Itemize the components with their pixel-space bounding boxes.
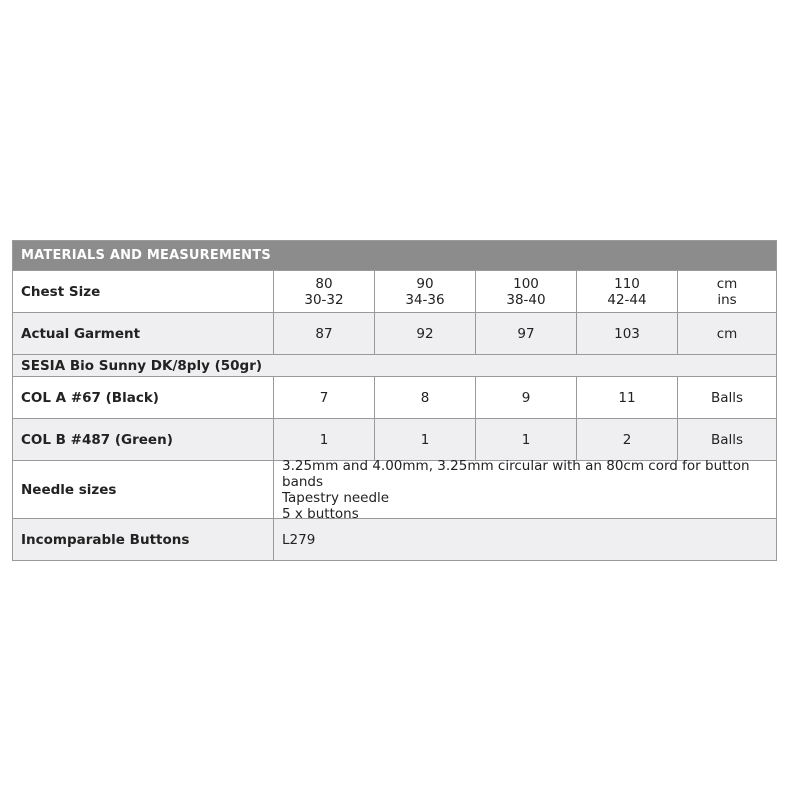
chest-size-ins: 30-32 — [304, 291, 344, 308]
chest-size-cm: 90 — [416, 275, 434, 292]
table-row-col-a — [13, 376, 776, 418]
chest-size-cm: 110 — [614, 275, 640, 292]
unit-cm: cm — [716, 275, 738, 292]
chest-size-cell — [577, 271, 678, 312]
chest-size-cm: 80 — [315, 275, 333, 292]
col-b-value: 1 — [375, 419, 476, 460]
table-row-col-b — [13, 418, 776, 460]
table-row-needle-sizes — [13, 457, 776, 522]
col-a-value: 8 — [375, 377, 476, 418]
chest-size-ins: 34-36 — [405, 291, 445, 308]
row-label-actual-garment: Actual Garment — [13, 313, 274, 354]
needle-sizes-line: 5 x buttons — [282, 505, 359, 522]
col-a-value: 9 — [476, 377, 577, 418]
row-label-needle-sizes: Needle sizes — [13, 461, 274, 518]
table-title: MATERIALS AND MEASUREMENTS — [13, 241, 776, 270]
col-b-value: 1 — [274, 419, 375, 460]
row-label-chest-size: Chest Size — [13, 271, 274, 312]
chest-size-cm: 100 — [513, 275, 539, 292]
chest-size-ins: 38-40 — [506, 291, 546, 308]
table-row-buttons — [13, 518, 776, 560]
needle-sizes-value — [274, 457, 776, 522]
chest-size-ins: 42-44 — [607, 291, 647, 308]
buttons-value: L279 — [282, 531, 316, 548]
unit-ins: ins — [717, 291, 737, 308]
table-row-actual-garment — [13, 312, 776, 354]
col-b-value: 1 — [476, 419, 577, 460]
needle-sizes-line: 3.25mm and 4.00mm, 3.25mm circular with an 80cm cord for button bands — [282, 457, 750, 490]
actual-garment-unit: cm — [716, 325, 738, 342]
actual-garment-value: 87 — [274, 313, 375, 354]
table-row-chest-size — [13, 270, 776, 312]
row-label-col-a: COL A #67 (Black) — [13, 377, 274, 418]
col-a-value: 11 — [577, 377, 678, 418]
actual-garment-value: 103 — [577, 313, 678, 354]
chest-size-cell — [274, 271, 375, 312]
actual-garment-value: 97 — [476, 313, 577, 354]
chest-size-cell — [476, 271, 577, 312]
chest-size-unit-cell — [678, 271, 776, 312]
needle-sizes-line: Tapestry needle — [282, 489, 390, 506]
col-a-unit: Balls — [710, 389, 744, 406]
actual-garment-value: 92 — [375, 313, 476, 354]
col-a-value: 7 — [274, 377, 375, 418]
row-label-col-b: COL B #487 (Green) — [13, 419, 274, 460]
col-b-unit: Balls — [710, 431, 744, 448]
col-b-value: 2 — [577, 419, 678, 460]
table-row-yarn-heading — [13, 354, 776, 376]
yarn-heading: SESIA Bio Sunny DK/8ply (50gr) — [21, 357, 263, 374]
chest-size-cell — [375, 271, 476, 312]
row-label-buttons: Incomparable Buttons — [13, 519, 274, 560]
materials-table — [12, 240, 777, 561]
